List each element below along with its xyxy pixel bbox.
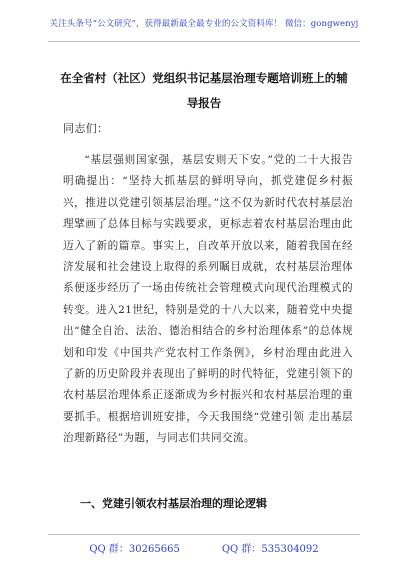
header-banner: 关注头条号“公文研究”，获得最新最全最专业的公文资料库！ 微信：gongwenyj <box>49 19 359 29</box>
footer <box>0 540 408 555</box>
footer-qq-group-left: QQ 群：30265665 <box>89 544 180 555</box>
footer-qq-group-right: QQ 群：535304092 <box>221 544 319 555</box>
section-heading: 一、党建引领农村基层治理的理论逻辑 <box>80 497 267 510</box>
footer-divider <box>48 534 360 535</box>
body-paragraph: “基层强则国家强，基层安则天下安。”党的二十大报告明确提出：“坚持大抓基层的鲜明导向，抓党建促乡村振兴，推进以党建引领基层治理。”这不仅为新时代农村基层治理擘画了总体目标与实践要求，更标志着农村基层治理由此迈入了新的篇章。事实上，自改革开放以来，随着我国在经济发展和社会建设上取得的系列瞩目成就，农村基层治理体系便逐步经历了一场由传统社会管理模式向现代治理模式的转变。进入21世纪，特别是党的十八大以来，随着党中央提出“健全自治、法治、德治相结合的乡村治理体系”的总体规划和印发《中国共产党农村工作条例》，乡村治理由此进入了新的历史阶段并表现出了鲜明的时代特征，党建引领下的农村基层治理体系正逐渐成为乡村振兴和农村基层治理的重要抓手。根据培训班安排，今天我围绕“党建引领 走出基层治理新路径”为题，与同志们共同交流。 <box>63 154 353 445</box>
salutation: 同志们： <box>63 122 109 135</box>
document-title: 在全省村（社区）党组织书记基层治理专题培训班上的辅导报告 <box>60 71 348 110</box>
header-divider <box>48 41 360 42</box>
